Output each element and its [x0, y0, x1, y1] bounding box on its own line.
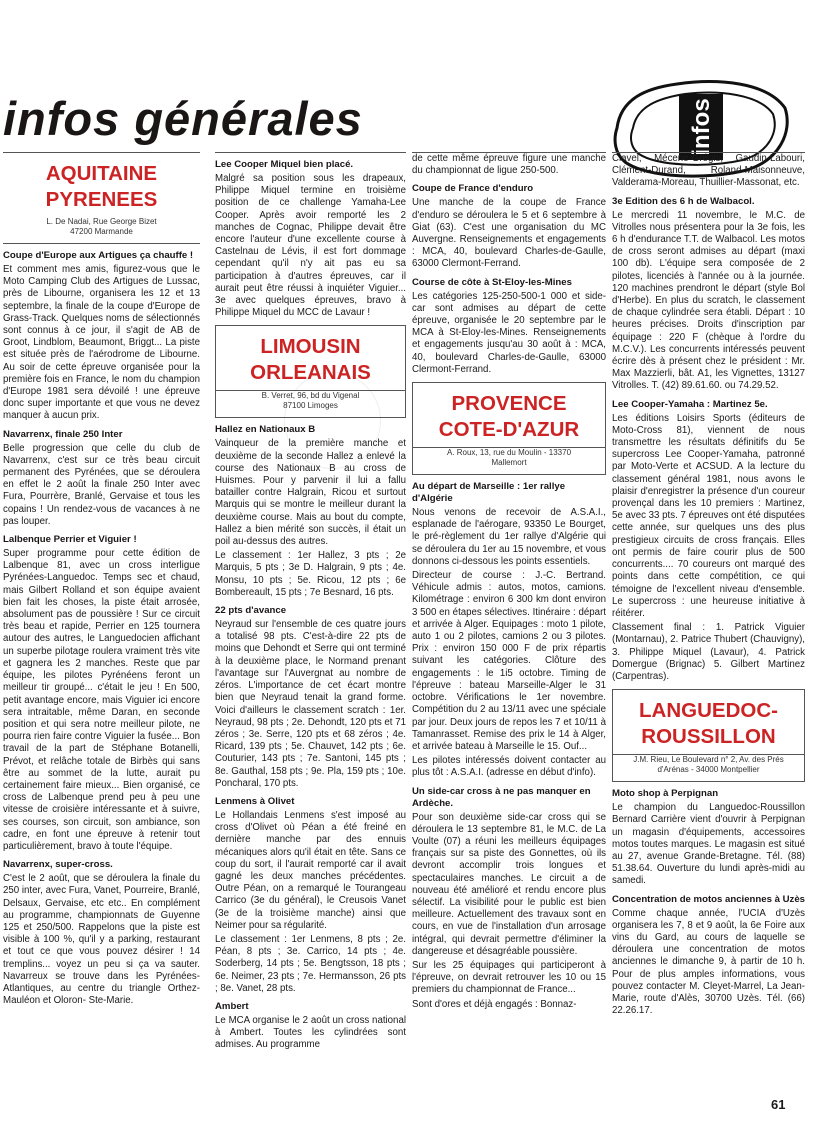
- article-text: Une manche de la coupe de France d'enduro se déroulera le 5 et 6 septembre à Giat (63). C'est une organisation du MC Auvergne. Renseignements et engagements : MCA, 40, boulevard Charles-de-Gaulle, 63000 Clermont-Ferrand.: [412, 197, 606, 270]
- article-heading: 22 pts d'avance: [215, 605, 287, 617]
- article-text: Les catégories 125-250-500-1 000 et side-car sont admises au départ de cette épreuve, organisée le 20 septembre par le MCA à St-Eloy-les-Mines. Renseignements et engagements jusqu'au 30 août à : MCA, 40, boulevard Charles-de-Gaulle, 63000 Clermont-Ferrand.: [412, 290, 606, 375]
- article-text: Nous venons de recevoir de A.S.A.I., esplanade de l'aérogare, 93350 Le Bourget, le pré-règlement du 1er rallye d'Algérie qui se déroulera du 1er au 15 novembre, et vous donnons ci-dessous les points essentiels.: [412, 507, 606, 567]
- column-aquitaine: [3, 152, 200, 1032]
- article-text: Classement final : 1. Patrick Viguier (Montarnau), 2. Patrice Thubert (Chauvigny), 3. Philippe Miquel (Lavaur), 4. Patrick Domergue (Brignac) 5. Gilbert Martinez (Carpentras).: [612, 622, 805, 682]
- region-heading: LIMOUSIN ORLEANAIS: [215, 325, 406, 391]
- article-text: Sont d'ores et déjà engagés : Bonnaz-: [412, 998, 577, 1010]
- article-heading: Concentration de motos anciennes à Uzès: [612, 893, 805, 905]
- article-heading: Lenmens à Olivet: [215, 795, 295, 807]
- article-heading: Coupe de France d'enduro: [412, 183, 534, 195]
- article-text: Le champion du Languedoc-Roussillon Bernard Carrière vient d'ouvrir à Perpignan un magasin d'équipements, accessoires motos toutes marques. Le magasin est situé au 27, avenue Grande-Bretagne. Tél. (88) 51.38.64. Ouverture du lundi après-midi au samedi.: [612, 802, 805, 887]
- article-text: Le Hollandais Lenmens s'est imposé au cross d'Olivet où Péan a été freiné en dernière manche par des ennuis mécaniques alors qu'il était en tête. Sans ce coup du sort, il l'aurait remporté car il avait gagné les deux manches précédentes. Outre Péan, on a remarqué le Tourangeau Carrico (3e du général), le Creusois Vanet (3e de la troisième manche) ainsi que Neimer pour sa régularité.: [215, 809, 406, 931]
- article-text: Pour son deuxième side-car cross qui se déroulera le 13 septembre 81, le M.C. de La Voulte (07) a réuni les meilleurs équipages français sur sa piste des Gonnettes, où ils devront accomplir trois longues et spectaculaires manches. Le circuit a de nouveau été amélioré et rendu encore plus sélectif. La visibilité pour le public est bien meilleure. Actuellement des travaux sont en cours, en vue de l'installation d'un arrosage intégral, qui devrait permettre d'éliminer la dangereuse et désagréable poussière.: [412, 811, 606, 957]
- article-text: Malgré sa position sous les drapeaux, Philippe Miquel termine en troisième position de ce challenge Yamaha-Lee Cooper. Après avoir remporté les 2 manches de Cognac, Philippe devait être encore l'auteur d'une excellente course à Castelnau de Lévis, il est fort dommage cependant qu'il n'y ait pas eu sa participation à d'autres épreuves, car il aurait peut être réussi à inquiéter Viguier... 3e avec quelques épreuves, bravo à Philippe Miquel du MCC de Lavaur !: [215, 173, 406, 319]
- article-text: Super programme pour cette édition de Lalbenque 81, avec un cross interligue Pyrénées-Languedoc. Temps sec et chaud, mais Gilbert Rolland et son équipe avaient bien fait les choses, la piste était arrosée, absolument pas de poussière ! Sur ce circuit très beau et rapide, Perrier en 125 tournera autour des autres, le Languedocien affichant un superbe pilotage roulera vraiment très vite et gagnera les 2 manches. Reste que par équipe, les pilotes Pyrénéens feront un meilleur tir groupé... c'était le jeu ! En 500, petit avantage encore, mais Viguier ici encore sera intraitable, même Daran, en seconde position et qui sera notre meilleur pilote, ne pourra rien faire contre Viguier la fusée... Bon travail de la part de Stéphane Botanelli, Prévot, et relâche totale de Birbès qui sans être au sommet de la lutte, aurait pu certainement faire mieux... Bien organisé, ce cross de Lalbenque prend peu à peu une vitesse de croisière intéressante et à suivre, ses courses, son circuit, son ambiance, son cadre, en font une épreuve à retenir tout particulièrement, bravo à toute l'équipe.: [3, 548, 200, 852]
- region-heading: LANGUEDOC- ROUSSILLON: [612, 689, 805, 755]
- article-heading: Ambert: [215, 1000, 249, 1012]
- column-languedoc: [612, 152, 805, 1082]
- article-text: Comme chaque année, l'UCIA d'Uzès organisera les 7, 8 et 9 août, la 6e Foire aux vins du Gard, au cours de laquelle se déroulera une concentration de motos anciennes le dimanche 9, à partir de 10 h. Pour de plus amples informations, vous pouvez contacter M. Cleyet-Marrel, La Jean-Marie, route d'Alès, 30700 Uzès. Tél. (66) 22.26.17.: [612, 907, 805, 1017]
- article-heading: Lee Cooper Miquel bien placé.: [215, 159, 354, 170]
- svg-text:infos: infos: [688, 98, 715, 156]
- article-text: Vainqueur de la première manche et deuxième de la seconde Hallez a enlevé la course des Nationaux B au cross de Huismes. Pour y parvenir il lui a fallu batailler contre Halgrain, Ricou et surtout Marquis qui se montre le meilleur durant la deuxième course. Mais au bout du compte, Hallez a bien mérité son succès, il était un poil au-dessus des autres.: [215, 438, 406, 548]
- region-address: J.M. Rieu, Le Boulevard n° 2, Av. des Prés d'Arénas - 34000 Montpellier: [612, 755, 805, 782]
- article-text: Clavel, Mécene-Grégis, Gaudin-Labouri, Clément-Durand, Roland-Maisonneuve, Valderama-Moreau, Thuillier-Massonat, etc.: [612, 153, 805, 189]
- article-heading: Lalbenque Perrier et Viguier !: [3, 534, 137, 546]
- region-address: B. Verret, 96, bd du Vigenal 87100 Limoges: [215, 391, 406, 418]
- article-heading: Hallez en Nationaux B: [215, 424, 316, 436]
- article-heading: Coupe d'Europe aux Artigues ça chauffe !: [3, 250, 194, 261]
- article-text: de cette même épreuve figure une manche du championnat de ligue 250-500.: [412, 153, 606, 177]
- article-text: Neyraud sur l'ensemble de ces quatre jours a totalisé 98 pts. C'est-à-dire 22 pts de moins que Dehondt et Serre qui ont terminé à la deuxième place, le Normand prenant l'avantage sur l'Auvergnat au nombre de zéros. L'importance de cet écart montre bien que Neyraud tenait la grand forme. Voici d'ailleurs le classement scratch : 1er. Neyraud, 98 pts ; 2e. Dehondt, 120 pts et 71 zéros ; 3e. Serre, 120 pts et 68 zéros ; 4e. Ricard, 139 pts ; 5e. Chauvet, 142 pts ; 6e. Couturier, 143 pts ; 7e. Santoni, 145 pts ; 8e. Gauthal, 158 pts ; 9e. Pla, 159 pts ; 10e. Poncharal, 170 pts.: [215, 619, 406, 789]
- article-text: Belle progression que celle du club de Navarrenx, c'est sur ce très beau circuit permanent des Pyrénées, que se déroulera en effet le 2 août la finale 250 Inter avec Fura, Pourrère, Branlé, Gervaise et tous les copains ! Un rendez-vous de vacances à ne pas louper.: [3, 442, 200, 527]
- article-text: Le mercredi 11 novembre, le M.C. de Vitrolles nous présentera pour la 3e fois, les 6 h d'endurance T.T. de Walbacol. Les motos de cross seront admises au départ (maxi 100 db). L'équipe sera composée de 2 pilotes, licenciés à l'année ou à la journée. 120 machines prendront le départ (style Bol d'Herbe). En plus du scratch, le classement de chaque cylindrée sera établi. Départ : 10 heures précises. Droits d'inscription par équipage : 220 F (chèque à l'ordre du M.C.V.). Les concurrents intéressés peuvent écrire dès à présent chez le président : Mr. Max Mazzierli, bât. A1, les Vignettes, 13127 Vitrolles. T. (42) 89.61.60. ou 74.29.52.: [612, 209, 805, 392]
- article-text: Et comment mes amis, figurez-vous que le Moto Camping Club des Artigues de Lussac, près de Libourne, organisera les 12 et 13 septembre, la finale de la coupe d'Europe de Grass-Track. Quelques noms de sélectionnés sont connus à ce jour, il s'agit de AB de Groot, Lindblom, Beaumont, Briggt... La piste est située près de l'aérodrome de Libourne. Au soir de cette épreuve organisée pour la première fois en France, le nom du champion d'Europe 1981 sera dévoilé ! une épreuve donc super importante et que vous ne devez manquer à aucun prix.: [3, 264, 200, 422]
- page-title: infos générales: [3, 92, 363, 145]
- article-text: Le MCA organise le 2 août un cross national à Ambert. Toutes les cylindrées sont admises. Au programme: [215, 1014, 406, 1051]
- article-heading: 3e Edition des 6 h de Walbacol.: [612, 195, 755, 207]
- article-heading: Navarrenx, super-cross.: [3, 859, 113, 871]
- logo-lettering: [688, 98, 715, 155]
- region-address: L. De Nadai, Rue George Bizet 47200 Marmande: [3, 217, 200, 244]
- article-heading: Au départ de Marseille : 1er rallye d'Algérie: [412, 481, 566, 505]
- article-heading: Navarrenx, finale 250 Inter: [3, 428, 123, 440]
- column-limousin: [215, 152, 406, 1052]
- region-heading: AQUITAINE PYRENEES: [3, 152, 200, 217]
- region-address: A. Roux, 13, rue du Moulin - 13370 Mallemort: [412, 448, 606, 475]
- article-text: C'est le 2 août, que se déroulera la finale du 250 inter, avec Fura, Vanet, Pourreire, Branlé, Delsaux, Gervaise, etc etc.. En complément au programme, championnats de Guyenne 125 et 250/500. Rappelons que la piste est visible à 100 %, qu'il y a parking, restaurant et tout ce que vous pouvez désirer ! 14 tremplins... voyez un peu si ça va sauter. Navarreux se trouve dans les Pyrénées-Atlantiques, au centre du triangle Orthez-Mauléon et Oloron- Ste-Marie.: [3, 873, 200, 1007]
- article-heading: Lee Cooper-Yamaha : Martinez 5e.: [612, 398, 768, 410]
- article-text: Les pilotes intéressés doivent contacter au plus tôt : A.S.A.I. (adresse en début d'info).: [412, 755, 606, 779]
- column-provence: [412, 152, 606, 1082]
- article-heading: Un side-car cross à ne pas manquer en Ardèche.: [412, 785, 591, 809]
- article-text: Sur les 25 équipages qui participeront à l'épreuve, on devrait retrouver les 10 ou 15 premiers du championnat de France...: [412, 959, 606, 996]
- article-text: Directeur de course : J.-C. Bertrand. Véhicule admis : autos, motos, camions. Kilométrage : environ 6 300 km dont environ 3 500 en étapes sélectives. Itinéraire : départ et arrivée à Alger. Equipages : moto 1 pilote, auto 1 ou 2 pilotes, camions 2 ou 3 pilotes. Prix : environ 150 000 F de prix répartis suivant les catégories. Clôture des engagements : le 1i5 octobre. Timing de l'épreuve : bateau Marseille-Alger le 31 octobre. Vérifications le 1er novembre. Compétition du 2 au 13/11 avec une spéciale par jour. Deux jours de repos les 7 et 10/11 à Tamanrasset. Remise des prix le 14 à Alger, et arrivée bateau à Marseille le 15. Ouf...: [412, 570, 606, 752]
- article-text: Les éditions Loisirs Sports (éditeurs de Moto-Cross 81), viennent de nous transmettre les résultats définitifs du 5e supercross Lee Cooper-Yamaha, patronné par Moto-Verte et ACSUD. A la lecture du classement général 1981, nous avons le plaisir d'enregistrer la présence d'un coureur provençal dans les 10 premiers : Martinez, 5e avec 33 pts. 7 épreuves ont été disputées cette année, sur quelques uns des plus prestigieux circuits de cross français. Elles ont permis de faire courir plus de 500 concurrents.... 70 coureurs ont marqué des points dans cette compétition, ce qui témoigne de l'excellent niveau d'ensemble. Le supercross : une heureuse initiative à réitérer.: [612, 412, 805, 619]
- article-heading: Moto shop à Perpignan: [612, 788, 719, 800]
- page-number: 61: [771, 1097, 786, 1112]
- article-text: Le classement : 1er Hallez, 3 pts ; 2e Marquis, 5 pts ; 3e D. Halgrain, 9 pts ; 4e. Monsu, 10 pts ; 5e. Ricou, 12 pts ; 6e Bombereault, 15 pts ; 7e Besnard, 16 pts.: [215, 550, 406, 598]
- article-text: Le classement : 1er Lenmens, 8 pts ; 2e. Péan, 8 pts ; 3e. Carrico, 14 pts ; 4e. Soderberg, 14 pts ; 5e. Bengtsson, 18 pts ; 6e. Neimer, 23 pts ; 7e. Hermansson, 26 pts ; 8e. Vanet, 28 pts.: [215, 933, 406, 994]
- region-heading: PROVENCE COTE-D'AZUR: [412, 382, 606, 448]
- article-heading: Course de côte à St-Eloy-les-Mines: [412, 276, 572, 288]
